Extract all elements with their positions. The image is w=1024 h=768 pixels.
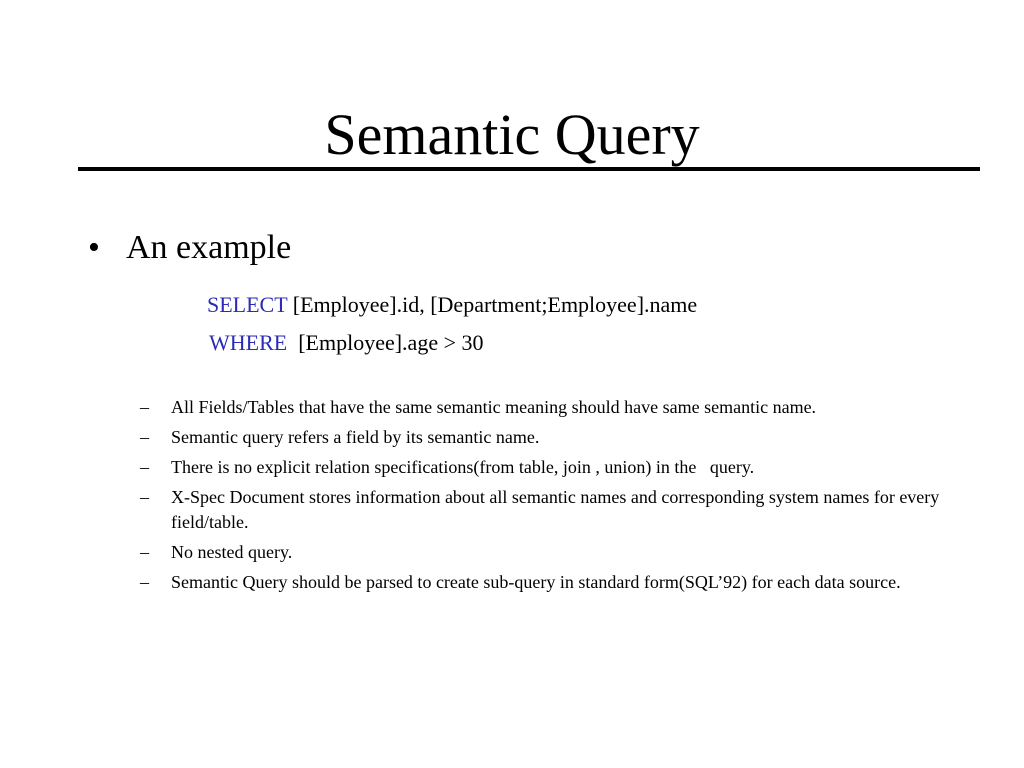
dash-marker: –	[140, 572, 149, 592]
main-bullet-text: An example	[126, 229, 292, 266]
list-item-text: All Fields/Tables that have the same semantic meaning should have same semantic name.	[171, 397, 817, 417]
bullet-marker: •	[88, 229, 100, 266]
select-keyword: SELECT	[207, 292, 288, 317]
list-item-text: Semantic Query should be parsed to create sub-query in standard form(SQL’92) for each data source.	[171, 572, 901, 592]
main-bullet	[88, 225, 291, 271]
sub-bullet-list	[140, 395, 960, 600]
dash-marker: –	[140, 487, 149, 507]
list-item-text: No nested query.	[171, 542, 293, 562]
where-clause: [Employee].age > 30	[298, 330, 484, 355]
list-item-text: X-Spec Document stores information about all semantic names and corresponding system names for every field/table.	[171, 487, 940, 532]
slide-title: Semantic Query	[324, 102, 700, 167]
dash-marker: –	[140, 397, 149, 417]
list-item	[140, 540, 960, 565]
list-item-text: There is no explicit relation specifications(from table, join , union) in the query.	[171, 457, 755, 477]
where-line	[209, 329, 483, 357]
dash-marker: –	[140, 457, 149, 477]
title-underline	[78, 167, 980, 171]
where-keyword: WHERE	[209, 330, 288, 355]
list-item	[140, 395, 960, 420]
list-item	[140, 570, 960, 595]
select-clause: [Employee].id, [Department;Employee].name	[292, 292, 698, 317]
list-item	[140, 485, 960, 535]
list-item	[140, 455, 960, 480]
dash-marker: –	[140, 542, 149, 562]
select-line	[207, 291, 697, 319]
dash-marker: –	[140, 427, 149, 447]
list-item-text: Semantic query refers a field by its semantic name.	[171, 427, 540, 447]
list-item	[140, 425, 960, 450]
